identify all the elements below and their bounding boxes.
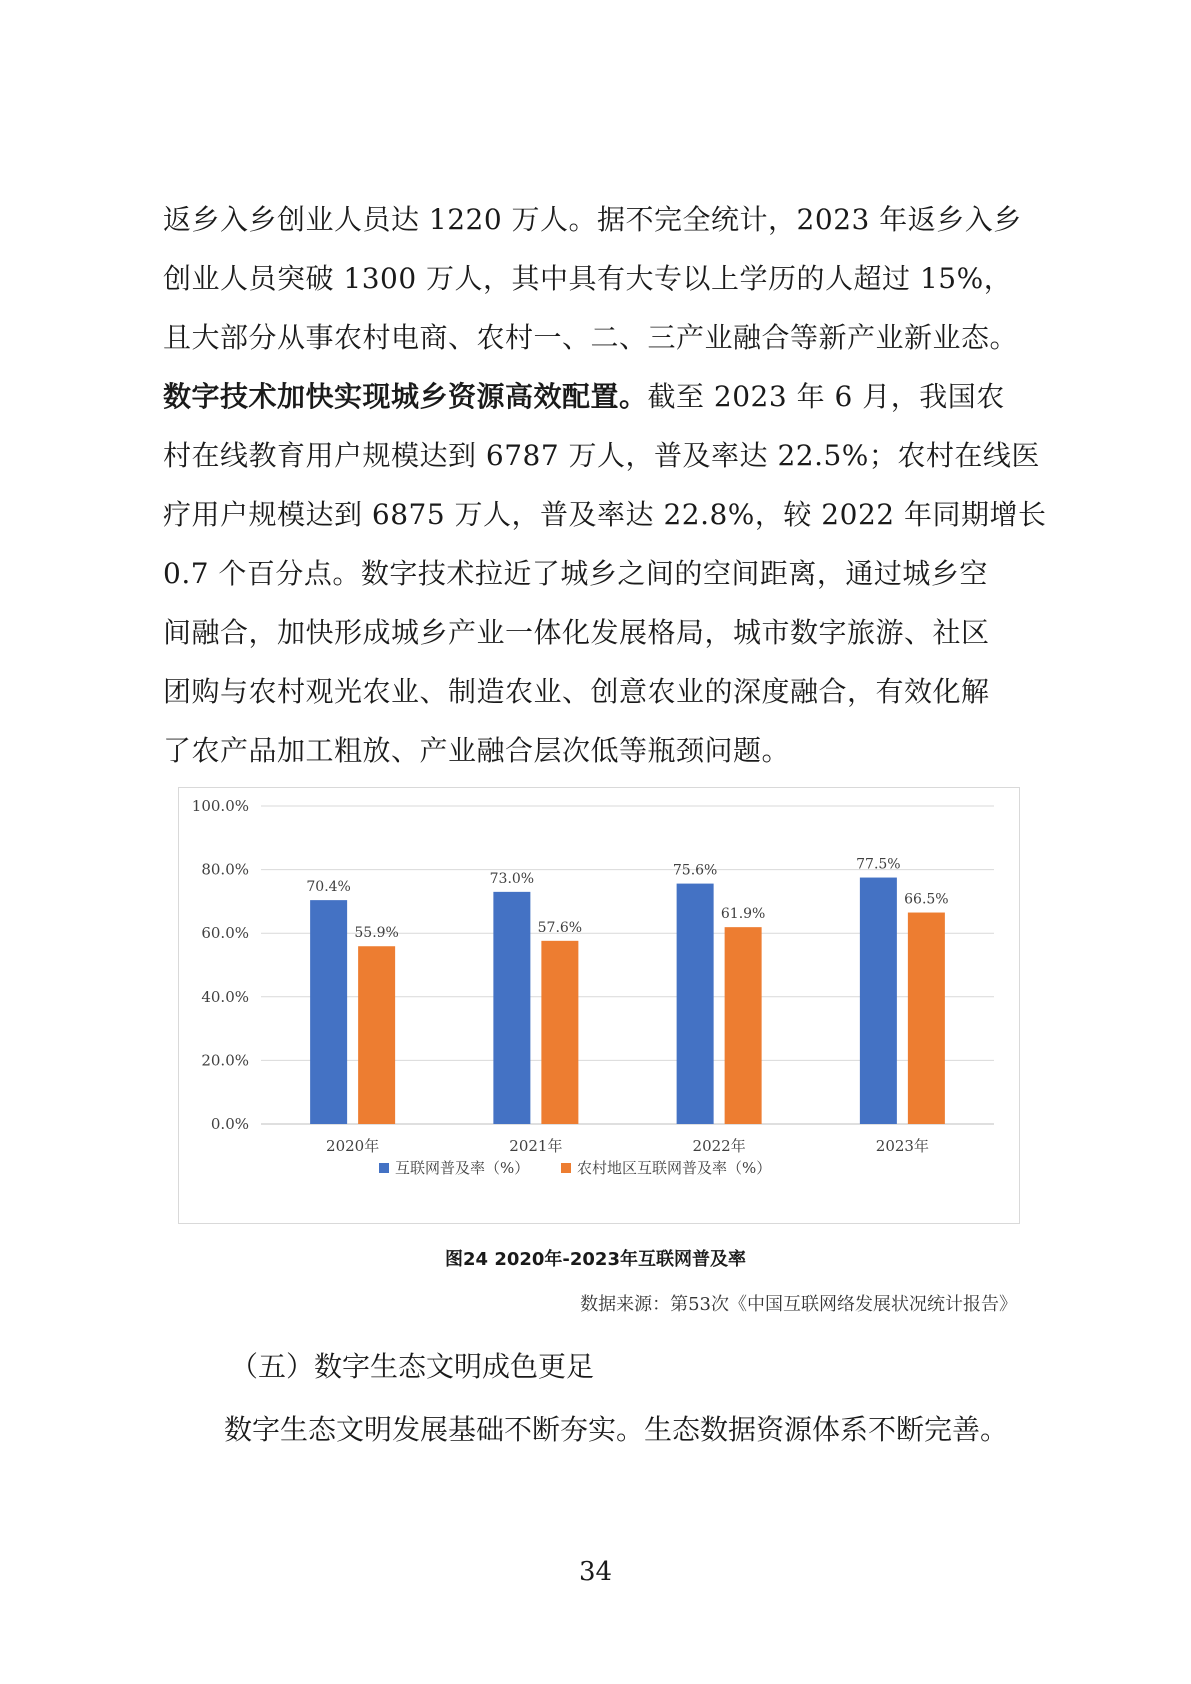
paragraph-returning-entrepreneurs: [163, 190, 1023, 367]
text-line: 间融合，加快形成城乡产业一体化发展格局，城市数字旅游、社区: [163, 616, 990, 649]
legend-label: 农村地区互联网普及率（%）: [577, 1159, 772, 1177]
bar-national: [677, 884, 714, 1124]
text-line: 团购与农村观光农业、制造农业、创意农业的深度融合，有效化解: [163, 675, 990, 708]
bar-rural: [908, 913, 945, 1124]
text-line: [163, 367, 1023, 426]
data-source-note: 数据来源：第53次《中国互联网络发展状况统计报告》: [580, 1294, 1017, 1315]
data-label: 61.9%: [720, 906, 766, 923]
legend-label: 互联网普及率（%）: [395, 1159, 530, 1177]
bar-rural: [358, 946, 395, 1124]
data-label: 55.9%: [354, 925, 399, 942]
internet-penetration-chart: [178, 787, 1020, 1224]
legend-swatch: [379, 1163, 389, 1173]
bar-national: [493, 892, 530, 1124]
data-label: 77.5%: [856, 856, 901, 873]
bar-national: [310, 900, 347, 1124]
data-label: 57.6%: [537, 919, 583, 936]
data-label: 75.6%: [672, 862, 718, 879]
text-line: 创业人员突破 1300 万人，其中具有大专以上学历的人超过 15%，: [163, 262, 1013, 295]
bar-rural: [725, 927, 762, 1124]
y-tick-label: 60.0%: [201, 924, 249, 943]
section-lead-sentence: 数字生态文明发展基础不断夯实。生态数据资源体系不断完善。: [224, 1413, 1009, 1446]
text-line: 且大部分从事农村电商、农村一、二、三产业融合等新产业新业态。: [163, 321, 1019, 354]
y-tick-label: 40.0%: [201, 987, 249, 1006]
section-heading: （五）数字生态文明成色更足: [230, 1350, 595, 1383]
page-number: 34: [578, 1557, 613, 1587]
data-label: 73.0%: [489, 870, 535, 887]
bar-chart-svg: [179, 788, 1019, 1223]
figure-caption: 图24 2020年-2023年互联网普及率: [445, 1249, 746, 1270]
x-tick-label: 2023年: [875, 1137, 929, 1155]
y-tick-label: 0.0%: [210, 1115, 249, 1133]
y-tick-label: 100.0%: [191, 797, 249, 815]
first-line-rest: 截至 2023 年 6 月，我国农: [647, 380, 1005, 413]
text-line: 疗用户规模达到 6875 万人，普及率达 22.8%，较 2022 年同期增长: [163, 498, 1047, 531]
text-line: 返乡入乡创业人员达 1220 万人。据不完全统计，2023 年返乡入乡: [163, 203, 1022, 236]
text-line: 了农产品加工粗放、产业融合层次低等瓶颈问题。: [163, 734, 791, 767]
text-line: 村在线教育用户规模达到 6787 万人，普及率达 22.5%；农村在线医: [163, 439, 1040, 472]
x-tick-label: 2020年: [326, 1137, 380, 1155]
paragraph-resource-allocation: [163, 367, 1047, 780]
data-label: 66.5%: [904, 891, 949, 908]
text-line: 0.7 个百分点。数字技术拉近了城乡之间的空间距离，通过城乡空: [163, 557, 988, 590]
bar-rural: [541, 941, 578, 1124]
paragraph-lead: 数字技术加快实现城乡资源高效配置。: [163, 380, 648, 413]
y-tick-label: 20.0%: [201, 1051, 249, 1070]
legend-swatch: [561, 1163, 571, 1173]
x-tick-label: 2022年: [692, 1137, 746, 1155]
y-tick-label: 80.0%: [201, 860, 249, 879]
bar-national: [860, 878, 897, 1124]
data-label: 70.4%: [306, 879, 351, 896]
x-tick-label: 2021年: [509, 1137, 563, 1155]
